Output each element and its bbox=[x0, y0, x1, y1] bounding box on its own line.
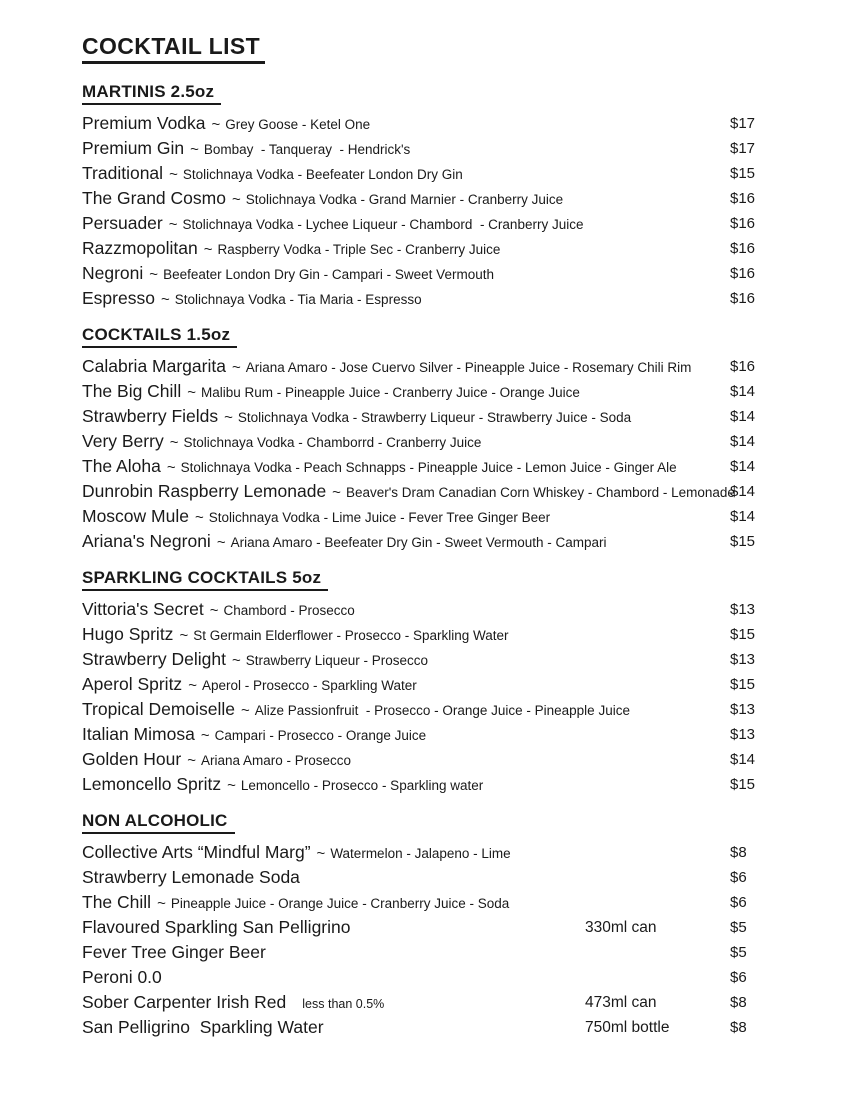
menu-item-row bbox=[82, 404, 814, 429]
item-description: Ariana Amaro - Beefeater Dry Gin - Sweet Vermouth - Campari bbox=[230, 535, 607, 550]
item-price: $8 bbox=[730, 1019, 747, 1036]
item-description: Grey Goose - Ketel One bbox=[225, 117, 371, 132]
item-separator: ~ bbox=[160, 291, 170, 308]
item-name: Calabria Margarita bbox=[82, 356, 226, 376]
menu-item-row bbox=[82, 161, 814, 186]
item-price: $17 bbox=[730, 115, 756, 132]
item-separator: ~ bbox=[316, 845, 326, 862]
item-price: $16 bbox=[730, 215, 756, 232]
menu-item-row bbox=[82, 136, 814, 161]
item-description: Aperol - Prosecco - Sparkling Water bbox=[201, 678, 417, 693]
item-separator: ~ bbox=[227, 777, 236, 794]
menu-item-row bbox=[82, 597, 814, 622]
menu-item-row bbox=[82, 840, 814, 865]
item-price: $15 bbox=[730, 533, 756, 550]
item-separator: ~ bbox=[332, 484, 341, 501]
item-separator: ~ bbox=[231, 652, 241, 669]
menu-section bbox=[82, 325, 814, 554]
section-rows bbox=[82, 840, 814, 1040]
menu-item-row bbox=[82, 672, 814, 697]
item-name: Strawberry Fields bbox=[82, 406, 219, 426]
item-name: Tropical Demoiselle bbox=[82, 699, 236, 719]
item-name: Very Berry bbox=[82, 431, 164, 451]
item-description: Stolichnaya Vodka - Lychee Liqueur - Chambord - Cranberry Juice bbox=[182, 217, 584, 232]
item-name: Traditional bbox=[82, 163, 164, 183]
item-name: Golden Hour bbox=[82, 749, 182, 769]
item-separator: ~ bbox=[169, 434, 179, 451]
menu-item-row bbox=[82, 890, 814, 915]
item-name: Strawberry Delight bbox=[82, 649, 226, 669]
item-size: 750ml bottle bbox=[585, 1019, 670, 1036]
menu-section bbox=[82, 811, 814, 1040]
menu-item-row bbox=[82, 722, 814, 747]
item-price: $14 bbox=[730, 433, 756, 450]
menu-item-row bbox=[82, 261, 814, 286]
item-separator: ~ bbox=[224, 409, 233, 426]
section-heading-label: NON ALCOHOLIC bbox=[82, 811, 235, 834]
menu-item-row bbox=[82, 354, 814, 379]
item-separator: ~ bbox=[166, 459, 176, 476]
menu-item-row bbox=[82, 940, 814, 965]
item-price: $14 bbox=[730, 383, 756, 400]
item-description: Stolichnaya Vodka - Tia Maria - Espresso bbox=[174, 292, 422, 307]
page-title: COCKTAIL LIST bbox=[82, 33, 814, 64]
menu-item-row bbox=[82, 1015, 814, 1040]
item-description: Campari - Prosecco - Orange Juice bbox=[214, 728, 427, 743]
item-size: 473ml can bbox=[585, 994, 657, 1011]
menu-item-row bbox=[82, 772, 814, 797]
menu-item-row bbox=[82, 286, 814, 311]
item-description: Alize Passionfruit - Prosecco - Orange Juice - Pineapple Juice bbox=[254, 703, 630, 718]
item-price: $8 bbox=[730, 844, 747, 861]
item-price: $6 bbox=[730, 894, 747, 911]
menu-item-row bbox=[82, 211, 814, 236]
item-price: $6 bbox=[730, 869, 747, 886]
menu-item-row bbox=[82, 236, 814, 261]
menu-item-row bbox=[82, 747, 814, 772]
item-description: Stolichnaya Vodka - Grand Marnier - Cranberry Juice bbox=[245, 192, 564, 207]
item-name: Negroni bbox=[82, 263, 144, 283]
item-name: Premium Gin bbox=[82, 138, 185, 158]
section-heading-label: COCKTAILS 1.5oz bbox=[82, 325, 237, 348]
item-separator: ~ bbox=[188, 677, 197, 694]
section-rows bbox=[82, 354, 814, 554]
item-description: Chambord - Prosecco bbox=[223, 603, 355, 618]
section-heading bbox=[82, 325, 814, 348]
section-heading bbox=[82, 811, 814, 834]
item-price: $17 bbox=[730, 140, 756, 157]
item-name: Collective Arts “Mindful Marg” bbox=[82, 842, 311, 862]
item-separator: ~ bbox=[194, 509, 204, 526]
item-description: Stolichnaya Vodka - Beefeater London Dry Gin bbox=[182, 167, 463, 182]
menu-item-row bbox=[82, 865, 814, 890]
section-heading-label: MARTINIS 2.5oz bbox=[82, 82, 221, 105]
menu-item-row bbox=[82, 429, 814, 454]
item-description: Beefeater London Dry Gin - Campari - Sweet Vermouth bbox=[163, 267, 494, 282]
item-separator: ~ bbox=[179, 627, 189, 644]
item-name: The Big Chill bbox=[82, 381, 182, 401]
menu-item-row bbox=[82, 186, 814, 211]
item-price: $8 bbox=[730, 994, 747, 1011]
item-price: $14 bbox=[730, 458, 756, 475]
item-description: Strawberry Liqueur - Prosecco bbox=[245, 653, 429, 668]
item-description: Beaver's Dram Canadian Corn Whiskey - Chambord - Lemonade bbox=[345, 485, 735, 500]
item-name: Espresso bbox=[82, 288, 155, 308]
item-price: $15 bbox=[730, 626, 756, 643]
item-separator: ~ bbox=[209, 602, 219, 619]
item-name: Strawberry Lemonade Soda bbox=[82, 867, 300, 887]
item-separator: ~ bbox=[190, 141, 199, 158]
menu-item-row bbox=[82, 697, 814, 722]
item-separator: ~ bbox=[231, 359, 241, 376]
menu-sections bbox=[82, 82, 814, 1040]
item-description: Stolichnaya Vodka - Strawberry Liqueur - Strawberry Juice - Soda bbox=[237, 410, 632, 425]
item-description: Stolichnaya Vodka - Chamborrd - Cranberry Juice bbox=[183, 435, 482, 450]
section-rows bbox=[82, 597, 814, 797]
item-price: $6 bbox=[730, 969, 747, 986]
item-separator: ~ bbox=[187, 752, 196, 769]
item-description: Stolichnaya Vodka - Lime Juice - Fever Tree Ginger Beer bbox=[208, 510, 551, 525]
item-description: Ariana Amaro - Jose Cuervo Silver - Pineapple Juice - Rosemary Chili Rim bbox=[245, 360, 692, 375]
section-heading-label: SPARKLING COCKTAILS 5oz bbox=[82, 568, 328, 591]
item-price: $15 bbox=[730, 776, 756, 793]
item-price: $14 bbox=[730, 408, 756, 425]
item-price: $5 bbox=[730, 919, 747, 936]
item-price: $5 bbox=[730, 944, 747, 961]
item-description: Stolichnaya Vodka - Peach Schnapps - Pineapple Juice - Lemon Juice - Ginger Ale bbox=[180, 460, 677, 475]
menu-item-row bbox=[82, 111, 814, 136]
item-name: Aperol Spritz bbox=[82, 674, 183, 694]
menu-item-row bbox=[82, 479, 814, 504]
item-price: $13 bbox=[730, 701, 756, 718]
item-separator: ~ bbox=[211, 116, 221, 133]
item-name: Italian Mimosa bbox=[82, 724, 195, 744]
section-heading bbox=[82, 568, 814, 591]
item-price: $14 bbox=[730, 508, 756, 525]
item-price: $13 bbox=[730, 726, 756, 743]
item-price: $16 bbox=[730, 358, 756, 375]
item-price: $15 bbox=[730, 676, 756, 693]
menu-item-row bbox=[82, 379, 814, 404]
item-description: St Germain Elderflower - Prosecco - Sparkling Water bbox=[193, 628, 509, 643]
item-separator: ~ bbox=[216, 534, 226, 551]
item-name: The Chill bbox=[82, 892, 152, 912]
section-rows bbox=[82, 111, 814, 311]
item-separator: ~ bbox=[149, 266, 159, 283]
item-name: Persuader bbox=[82, 213, 163, 233]
item-name: Lemoncello Spritz bbox=[82, 774, 222, 794]
menu-item-row bbox=[82, 647, 814, 672]
item-price: $14 bbox=[730, 751, 756, 768]
item-separator: ~ bbox=[203, 241, 213, 258]
item-name: The Aloha bbox=[82, 456, 161, 476]
item-description: Malibu Rum - Pineapple Juice - Cranberry Juice - Orange Juice bbox=[200, 385, 580, 400]
item-price: $13 bbox=[730, 651, 756, 668]
item-price: $16 bbox=[730, 190, 756, 207]
item-name: Moscow Mule bbox=[82, 506, 189, 526]
menu-item-row bbox=[82, 990, 814, 1015]
item-separator: ~ bbox=[157, 895, 166, 912]
menu-item-row bbox=[82, 965, 814, 990]
item-description: Ariana Amaro - Prosecco bbox=[201, 753, 352, 768]
item-name: The Grand Cosmo bbox=[82, 188, 226, 208]
item-name: Hugo Spritz bbox=[82, 624, 174, 644]
item-price: $16 bbox=[730, 265, 756, 282]
item-price: $13 bbox=[730, 601, 756, 618]
item-name: Peroni 0.0 bbox=[82, 967, 162, 987]
item-name: Vittoria's Secret bbox=[82, 599, 204, 619]
item-separator: ~ bbox=[168, 216, 178, 233]
item-price: $16 bbox=[730, 290, 756, 307]
menu-item-row bbox=[82, 529, 814, 554]
item-note: less than 0.5% bbox=[302, 997, 385, 1011]
item-description: Lemoncello - Prosecco - Sparkling water bbox=[240, 778, 484, 793]
section-heading bbox=[82, 82, 814, 105]
item-separator: ~ bbox=[200, 727, 210, 744]
item-description: Watermelon - Jalapeno - Lime bbox=[330, 846, 511, 861]
item-name: Razzmopolitan bbox=[82, 238, 198, 258]
item-price: $16 bbox=[730, 240, 756, 257]
item-name: Sober Carpenter Irish Red bbox=[82, 992, 287, 1012]
item-separator: ~ bbox=[169, 166, 178, 183]
item-price: $15 bbox=[730, 165, 756, 182]
menu-item-row bbox=[82, 454, 814, 479]
item-name: Fever Tree Ginger Beer bbox=[82, 942, 266, 962]
item-description: Pineapple Juice - Orange Juice - Cranberry Juice - Soda bbox=[170, 896, 510, 911]
menu-section bbox=[82, 568, 814, 797]
item-description: Raspberry Vodka - Triple Sec - Cranberry Juice bbox=[217, 242, 501, 257]
menu-section bbox=[82, 82, 814, 311]
item-name: Flavoured Sparkling San Pelligrino bbox=[82, 917, 351, 937]
item-separator: ~ bbox=[187, 384, 196, 401]
item-name: Ariana's Negroni bbox=[82, 531, 211, 551]
menu-item-row bbox=[82, 622, 814, 647]
item-name: Dunrobin Raspberry Lemonade bbox=[82, 481, 327, 501]
menu-item-row bbox=[82, 504, 814, 529]
item-separator: ~ bbox=[241, 702, 250, 719]
item-price: $14 bbox=[730, 483, 756, 500]
item-size: 330ml can bbox=[585, 919, 657, 936]
item-description: Bombay - Tanqueray - Hendrick's bbox=[203, 142, 411, 157]
item-name: Premium Vodka bbox=[82, 113, 206, 133]
item-name: San Pelligrino Sparkling Water bbox=[82, 1017, 324, 1037]
menu-item-row bbox=[82, 915, 814, 940]
item-separator: ~ bbox=[231, 191, 241, 208]
